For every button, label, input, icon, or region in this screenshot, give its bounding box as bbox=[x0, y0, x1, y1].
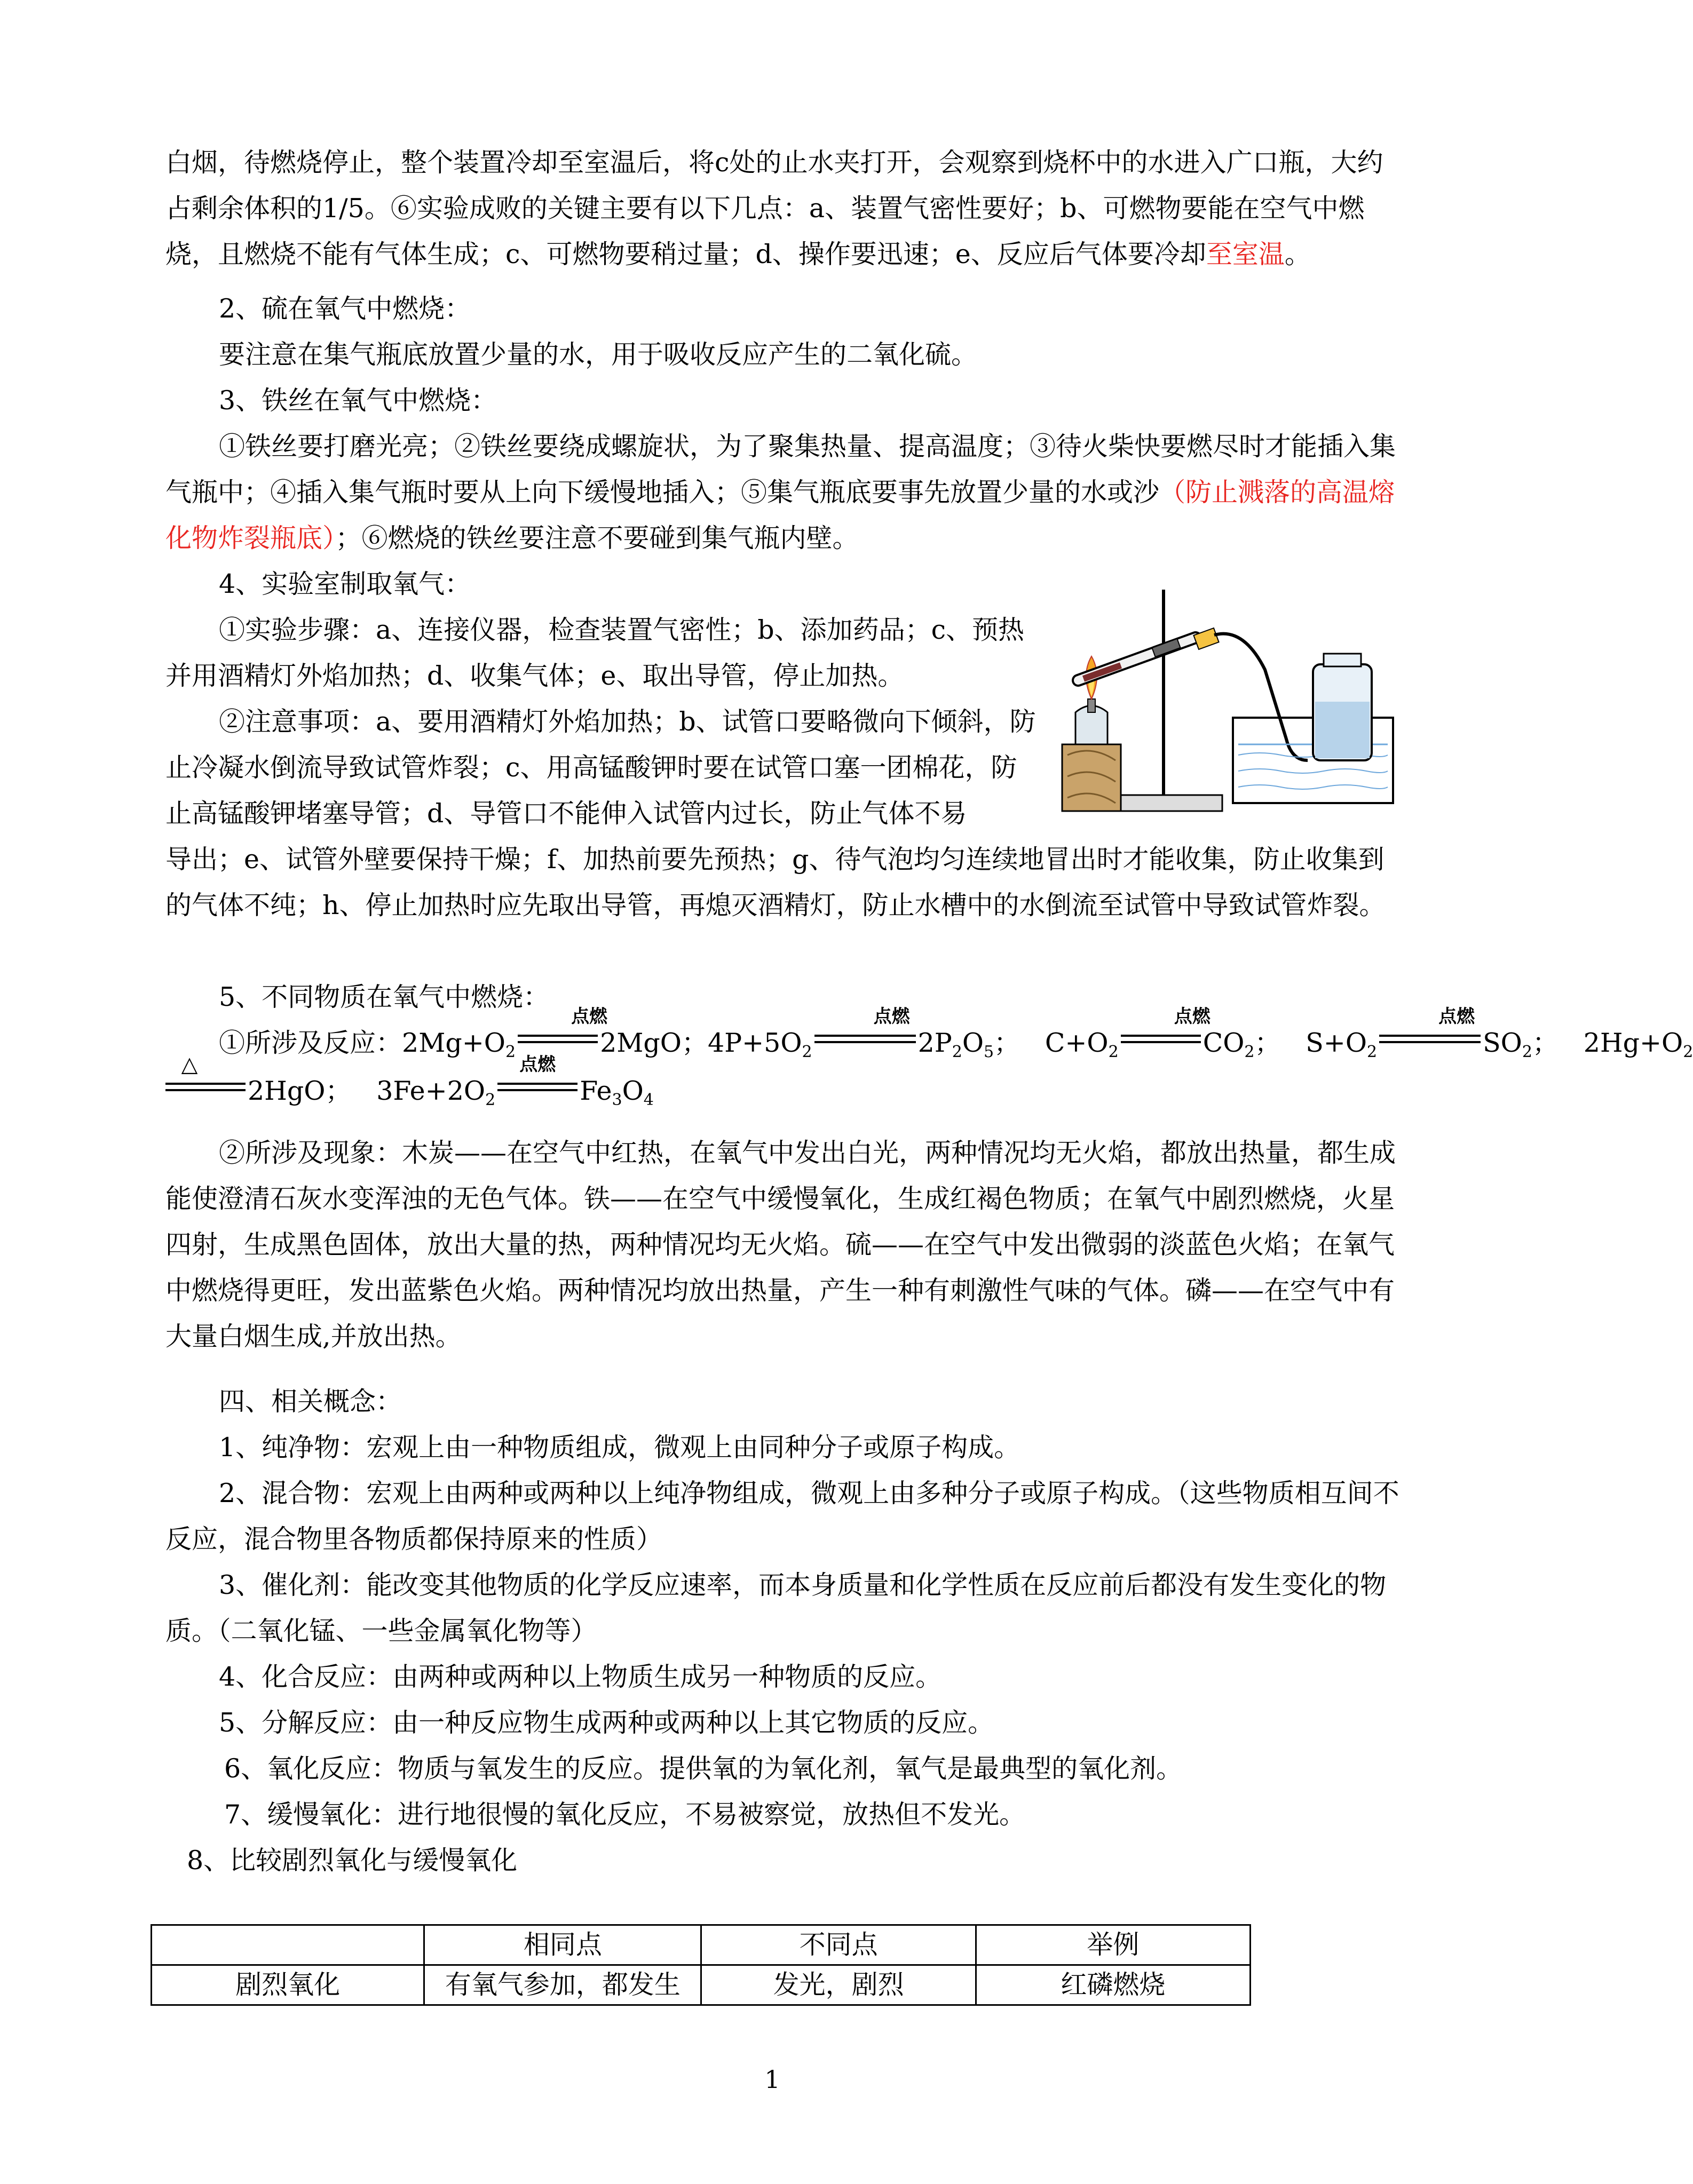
formula: Fe bbox=[580, 1076, 612, 1106]
condition-label: 点燃 bbox=[519, 1054, 556, 1075]
heading-concepts: 四、相关概念： bbox=[219, 1386, 402, 1417]
comparison-table bbox=[151, 1924, 1251, 2006]
formula: 2P bbox=[917, 1028, 952, 1058]
formula: ； bbox=[1532, 1028, 1558, 1058]
subscript: 2 bbox=[505, 1043, 516, 1061]
table-row bbox=[152, 1965, 1251, 2005]
subscript: 3 bbox=[612, 1091, 622, 1109]
subscript: 2 bbox=[1367, 1043, 1378, 1061]
condition-arrow bbox=[814, 1006, 916, 1054]
subscript: 2 bbox=[1244, 1043, 1255, 1061]
subscript: 4 bbox=[643, 1091, 654, 1109]
concept-comparison-heading: 8、比较剧烈氧化与缓慢氧化 bbox=[187, 1845, 518, 1876]
subscript: 2 bbox=[802, 1043, 812, 1061]
page-number: 1 bbox=[764, 2065, 780, 2094]
paragraph-precautions-cont: 导出；e、试管外壁要保持干燥；f、加热前要先预热；g、待气泡均匀连续地冒出时才能收集，防止收集到的气体不纯；h、停止加热时应先取出导管，再熄灭酒精灯，防止水槽中的水倒流至试管中导致试管炸裂。 bbox=[165, 844, 1386, 920]
paragraph-iron bbox=[165, 424, 1409, 561]
condition-arrow bbox=[518, 1006, 608, 1054]
concept-slow-oxidation: 7、缓慢氧化：进行地很慢的氧化反应，不易被察觉，放热但不发光。 bbox=[224, 1799, 1026, 1830]
formula: 3Fe+2O bbox=[376, 1076, 486, 1106]
concept-combination: 4、化合反应：由两种或两种以上物质生成另一种物质的反应。 bbox=[219, 1662, 942, 1692]
text-span: ①铁丝要打磨光亮；②铁丝要绕成螺旋状，为了聚集热量、提高温度；③待火柴快要燃尽时才能插入集气瓶中；④插入集气瓶时要从上向下缓慢地插入；⑤集气瓶底要事先放置少量的水或沙 bbox=[165, 431, 1396, 507]
table-header-cell: 不同点 bbox=[701, 1925, 976, 1965]
table-header-row bbox=[152, 1925, 1251, 1965]
subscript: 2 bbox=[952, 1043, 962, 1061]
heading-lab-oxygen: 4、实验室制取氧气： bbox=[219, 569, 471, 599]
formula: SO bbox=[1483, 1028, 1522, 1058]
concept-oxidation: 6、氧化反应：物质与氧发生的反应。提供氧的为氧化剂，氧气是最典型的氧化剂。 bbox=[224, 1753, 1183, 1784]
concept-pure-substance: 1、纯净物：宏观上由一种物质组成，微观上由同种分子或原子构成。 bbox=[219, 1432, 1020, 1463]
paragraph-precautions: ②注意事项：a、要用酒精灯外焰加热；b、试管口要略微向下倾斜，防止冷凝水倒流导致试管炸裂；c、用高锰酸钾时要在试管口塞一团棉花，防止高锰酸钾堵塞导管；d、导管口不能伸入试管内过长，防止气体不易 bbox=[165, 706, 1036, 829]
formula: O bbox=[622, 1076, 644, 1106]
subscript: 2 bbox=[1522, 1043, 1532, 1061]
formula: CO bbox=[1202, 1028, 1245, 1058]
formula: ； bbox=[994, 1028, 1020, 1058]
condition-arrow bbox=[497, 1054, 577, 1102]
text-span: 。 bbox=[1284, 239, 1311, 269]
equations-line-2 bbox=[165, 1052, 1409, 1114]
heading-iron: 3、铁丝在氧气中燃烧： bbox=[219, 385, 497, 416]
formula: 4P+5O bbox=[707, 1028, 802, 1058]
formula: 2Mg+O bbox=[402, 1028, 505, 1058]
paragraph-white-smoke bbox=[165, 140, 1409, 277]
condition-arrow bbox=[1121, 1006, 1211, 1054]
formula: C+O bbox=[1045, 1028, 1109, 1058]
table-header-cell: 相同点 bbox=[424, 1925, 701, 1965]
formula: O bbox=[962, 1028, 984, 1058]
formula: 2HgO； bbox=[248, 1076, 352, 1106]
apparatus-drawing bbox=[1062, 584, 1414, 819]
table-cell: 红磷燃烧 bbox=[976, 1965, 1250, 2005]
subscript: 2 bbox=[485, 1091, 496, 1109]
table-cell: 有氧气参加，都发生 bbox=[424, 1965, 701, 2005]
condition-label: 点燃 bbox=[873, 1006, 910, 1027]
table-cell: 发光，剧烈 bbox=[701, 1965, 976, 2005]
concept-decomposition: 5、分解反应：由一种反应物生成两种或两种以上其它物质的反应。 bbox=[219, 1708, 994, 1738]
heading-burning: 5、不同物质在氧气中燃烧： bbox=[219, 982, 550, 1012]
equations-line-1 bbox=[165, 1006, 1693, 1066]
table-cell: 剧烈氧化 bbox=[152, 1965, 424, 2005]
condition-label: 点燃 bbox=[571, 1006, 608, 1027]
paragraph-sulfur: 要注意在集气瓶底放置少量的水，用于吸收反应产生的二氧化硫。 bbox=[219, 339, 978, 370]
heading-sulfur: 2、硫在氧气中燃烧： bbox=[219, 293, 471, 324]
text-span: ①所涉及反应： bbox=[219, 1028, 402, 1058]
condition-label: 点燃 bbox=[1174, 1006, 1211, 1027]
text-span: 白烟，待燃烧停止，整个装置冷却至室温后，将c处的止水夹打开，会观察到烧杯中的水进入广口瓶，大约占剩余体积的1/5。⑥实验成败的关键主要有以下几点：a、装置气密性要好；b、可燃物要能在空气中燃烧，且燃烧不能有气体生成；c、可燃物要稍过量；d、操作要迅速；e、反应后气体要冷却 bbox=[165, 147, 1383, 269]
heat-triangle-icon: △ bbox=[181, 1052, 198, 1077]
condition-arrow bbox=[1379, 1006, 1481, 1054]
table-header-cell: 举例 bbox=[976, 1925, 1250, 1965]
red-highlight: 至室温 bbox=[1206, 239, 1285, 269]
subscript: 2 bbox=[1683, 1043, 1693, 1061]
table-header-cell bbox=[152, 1925, 424, 1965]
text-span: ；⑥燃烧的铁丝要注意不要碰到集气瓶内壁。 bbox=[335, 523, 859, 553]
paragraph-phenomena: ②所涉及现象：木炭——在空气中红热，在氧气中发出白光，两种情况均无火焰，都放出热量，都生成能使澄清石灰水变浑浊的无色气体。铁——在空气中缓慢氧化，生成红褐色物质；在氧气中剧烈燃烧，火星四射，生成黑色固体，放出大量的热，两种情况均无火焰。硫——在空气中发出微弱的淡蓝色火焰；在氧气中燃烧得更旺，发出蓝紫色火焰。两种情况均放出热量，产生一种有刺激性气味的气体。磷——在空气中有大量白烟生成,并放出热。 bbox=[165, 1138, 1396, 1352]
formula: 2Hg+O bbox=[1583, 1028, 1683, 1058]
subscript: 2 bbox=[1108, 1043, 1119, 1061]
lab-apparatus-illustration bbox=[1062, 584, 1414, 819]
formula: 2MgO； bbox=[600, 1028, 708, 1058]
subscript: 5 bbox=[984, 1043, 994, 1061]
condition-arrow bbox=[165, 1052, 246, 1102]
formula: ； bbox=[1254, 1028, 1281, 1058]
formula: S+O bbox=[1306, 1028, 1367, 1058]
concept-catalyst: 3、催化剂：能改变其他物质的化学反应速率，而本身质量和化学性质在反应前后都没有发生变化的物质。（二氧化锰、一些金属氧化物等） bbox=[165, 1570, 1387, 1646]
condition-label: 点燃 bbox=[1438, 1006, 1475, 1027]
concept-mixture: 2、混合物：宏观上由两种或两种以上纯净物组成，微观上由多种分子或原子构成。（这些物质相互间不反应，混合物里各物质都保持原来的性质） bbox=[165, 1478, 1399, 1554]
paragraph-steps: ①实验步骤：a、连接仪器，检查装置气密性；b、添加药品；c、预热并用酒精灯外焰加热；d、收集气体；e、取出导管，停止加热。 bbox=[165, 615, 1025, 691]
red-highlight: （防止溅落的高温熔化物炸裂瓶底） bbox=[165, 477, 1395, 553]
